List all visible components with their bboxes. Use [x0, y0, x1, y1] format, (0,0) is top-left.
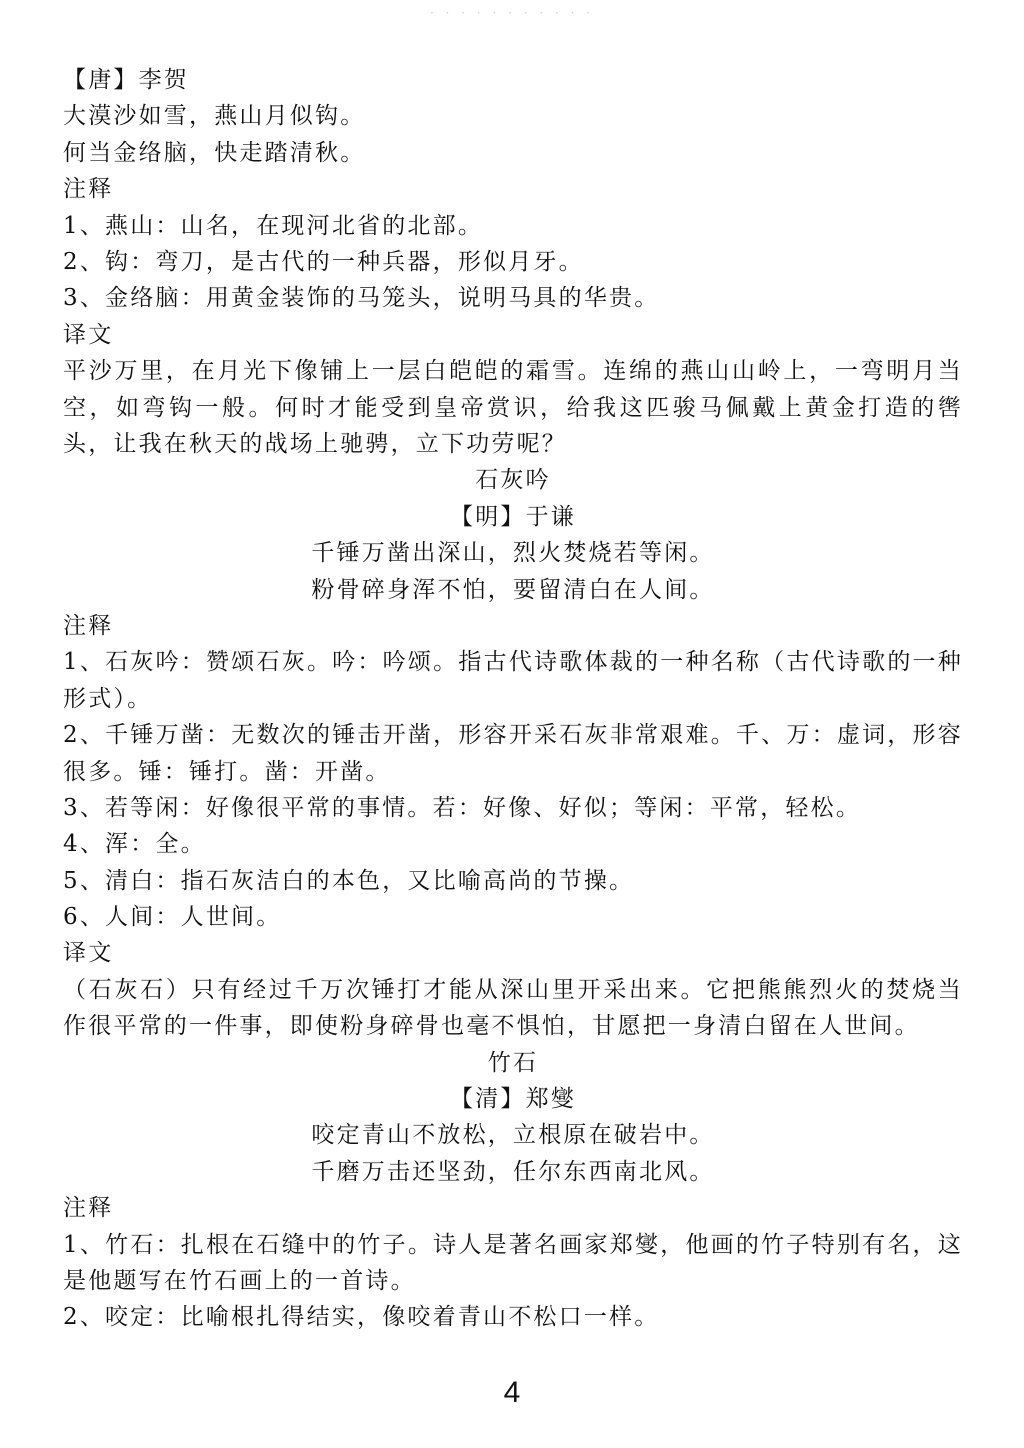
page-header-faint: · · · · · · · · · · · — [429, 6, 595, 20]
poem-line: 千锤万凿出深山，烈火焚烧若等闲。 — [311, 540, 715, 567]
poem-author: 【唐】李贺 — [63, 67, 189, 93]
document-page — [63, 62, 963, 1336]
notes-heading: 注释 — [63, 176, 114, 203]
note-item: 5、清白：指石灰洁白的本色，又比喻高尚的节操。 — [63, 867, 635, 894]
translation-text: 平沙万里，在月光下像铺上一层白皑皑的霜雪。连绵的燕山山岭上，一弯明月当空，如弯钩一般。何时才能受到皇帝赏识，给我这匹骏马佩戴上黄金打造的辔头，让我在秋天的战场上驰骋，立下功劳呢？ — [63, 358, 963, 457]
note-item: 2、千锤万凿：无数次的锤击开凿，形容开采石灰非常艰难。千、万：虚词，形容很多。锤：锤打。凿：开凿。 — [63, 722, 963, 785]
poem-title: 石灰吟 — [475, 467, 551, 494]
note-item: 6、人间：人世间。 — [63, 904, 282, 931]
note-item: 4、浑：全。 — [63, 831, 206, 858]
notes-heading: 注释 — [63, 612, 114, 639]
poem-line: 何当金络脑，快走踏清秋。 — [63, 139, 366, 166]
poem-author: 【明】于谦 — [450, 503, 576, 530]
note-item: 2、咬定：比喻根扎得结实，像咬着青山不松口一样。 — [63, 1304, 660, 1331]
page-number: 4 — [503, 1376, 521, 1409]
note-item: 2、钩：弯刀，是古代的一种兵器，形似月牙。 — [63, 248, 584, 275]
translation-heading: 译文 — [63, 940, 114, 967]
note-item: 1、石灰吟：赞颂石灰。吟：吟颂。指古代诗歌体裁的一种名称（古代诗歌的一种形式）。 — [63, 649, 963, 712]
notes-heading: 注释 — [63, 1195, 114, 1222]
note-item: 1、燕山：山名，在现河北省的北部。 — [63, 212, 484, 239]
poem-title: 竹石 — [487, 1049, 539, 1076]
translation-text: （石灰石）只有经过千万次锤打才能从深山里开采出来。它把熊熊烈火的焚烧当作很平常的一件事，即使粉身碎骨也毫不惧怕，甘愿把一身清白留在人世间。 — [63, 976, 963, 1040]
poem-line: 千磨万击还坚劲，任尔东西南北风。 — [311, 1158, 715, 1185]
translation-heading: 译文 — [63, 321, 114, 348]
poem-line: 大漠沙如雪，燕山月似钩。 — [63, 103, 366, 130]
poem-author: 【清】郑燮 — [450, 1086, 576, 1113]
note-item: 1、竹石：扎根在石缝中的竹子。诗人是著名画家郑燮，他画的竹子特别有名，这是他题写在竹石画上的一首诗。 — [63, 1231, 963, 1295]
poem-line: 咬定青山不放松，立根原在破岩中。 — [311, 1122, 715, 1149]
note-item: 3、若等闲：好像很平常的事情。若：好像、好似；等闲：平常，轻松。 — [63, 794, 862, 821]
poem-line: 粉骨碎身浑不怕，要留清白在人间。 — [311, 576, 715, 603]
note-item: 3、金络脑：用黄金装饰的马笼头，说明马具的华贵。 — [63, 285, 660, 312]
